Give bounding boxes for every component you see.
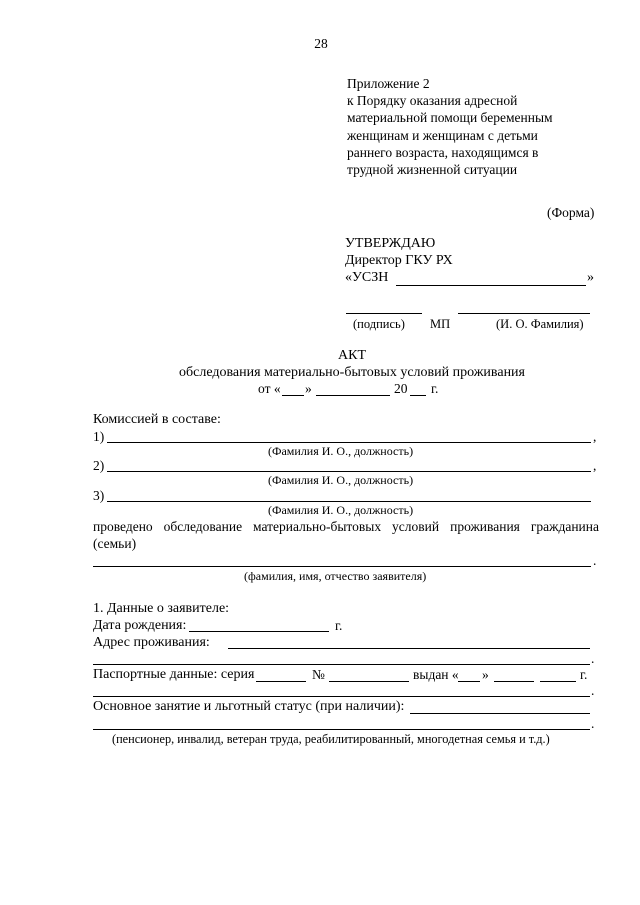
issued-month-line[interactable] [494,681,534,682]
occupation-end: . [591,716,595,731]
occupation-label: Основное занятие и льготный статус (при наличии): [93,699,405,714]
passport-number-line[interactable] [329,681,409,682]
member-number: 2) [93,458,105,473]
issued-year-line[interactable] [540,681,576,682]
address-line-2[interactable] [93,664,590,665]
passport-line-2[interactable] [93,696,590,697]
form-label: (Форма) [547,205,595,220]
day-line[interactable] [282,395,304,396]
year-suffix: г. [431,381,439,396]
issued-mid: » [482,667,489,682]
appendix-block [347,75,553,178]
member-name-line[interactable] [107,442,591,443]
member-end: , [593,429,597,444]
address-label: Адрес проживания: [93,635,210,650]
appendix-line: Приложение 2 [347,76,430,91]
page-number: 28 [314,36,328,51]
birth-suffix: г. [335,618,343,633]
birth-date-line[interactable] [189,631,329,632]
address-end: . [591,651,595,666]
org-name-line[interactable] [396,285,586,286]
appendix-line: трудной жизненной ситуации [347,162,518,178]
issued-day-line[interactable] [458,681,480,682]
passport-end: . [591,683,595,698]
passport-no-label: № [312,667,325,682]
member-number: 1) [93,429,105,444]
signature-caption: (подпись) [353,317,405,331]
commission-heading: Комиссией в составе: [93,412,221,427]
member-name-line[interactable] [107,501,591,502]
approval-title: УТВЕРЖДАЮ [345,236,436,251]
member-name-line[interactable] [107,471,591,472]
issued-prefix: выдан « [413,667,459,682]
approval-org-open: «УСЗН [345,270,389,285]
director-name-line[interactable] [458,313,590,314]
appendix-line: материальной помощи беременным [347,110,553,126]
applicant-name-line[interactable] [93,566,591,567]
occupation-line-2[interactable] [93,729,590,730]
stamp-label: МП [430,317,451,331]
passport-label: Паспортные данные: серия [93,667,255,682]
date-prefix: от « [258,381,281,396]
passport-series-line[interactable] [256,681,306,682]
applicant-name-caption: (фамилия, имя, отчество заявителя) [244,569,427,583]
signature-line[interactable] [346,313,422,314]
appendix-line: женщинам и женщинам с детьми [347,127,538,143]
approval-org-close: » [587,270,594,285]
year-line[interactable] [410,395,426,396]
member-caption: (Фамилия И. О., должность) [268,503,414,517]
approval-director: Директор ГКУ РХ [345,253,453,268]
act-subtitle: обследования материально-бытовых условий проживания [179,365,525,380]
member-caption: (Фамилия И. О., должность) [268,444,414,458]
commission-text-line1: проведено обследование материально-бытовых условий проживания гражданина [93,519,599,534]
month-line[interactable] [316,395,390,396]
date-mid: » [305,381,312,396]
member-end: , [593,458,597,473]
applicant-line-end: . [593,553,597,568]
appendix-line: раннего возраста, находящимся в [347,144,539,160]
occupation-line-1[interactable] [410,713,590,714]
director-name-caption: (И. О. Фамилия) [496,317,584,331]
appendix-line: к Порядку оказания адресной [347,93,518,109]
member-caption: (Фамилия И. О., должность) [268,473,414,487]
act-title: АКТ [338,348,366,363]
applicant-heading: 1. Данные о заявителе: [93,601,230,616]
occupation-caption: (пенсионер, инвалид, ветеран труда, реабилитированный, многодетная семья и т.д.) [112,732,550,746]
commission-text-line2: (семьи) [93,536,137,551]
address-line-1[interactable] [228,648,590,649]
year-prefix: 20 [394,381,408,396]
birth-label: Дата рождения: [93,618,187,633]
issued-suffix: г. [580,667,588,682]
member-number: 3) [93,488,105,503]
